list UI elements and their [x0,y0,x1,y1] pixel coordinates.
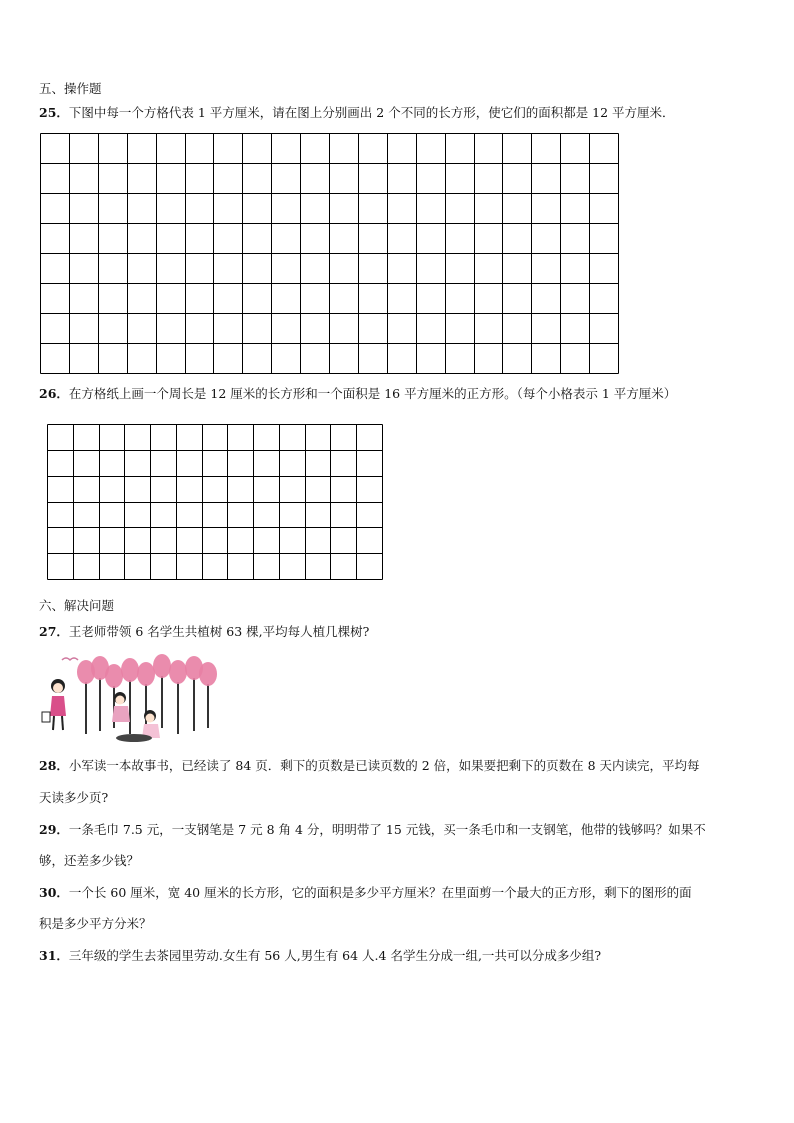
question-30-text-1: 一个长 60 厘米，宽 40 厘米的长方形，它的面积是多少平方厘米？在里面剪一个最大的正方形，剩下的图形的面 [68,885,692,900]
grid-paper-25[interactable] [40,133,619,374]
question-28-text-2: 天读多少页? [39,790,109,805]
tree-blossom [153,654,171,678]
question-27-text: 王老师带领 6 名学生共植树 63 棵,平均每人植几棵树? [68,624,370,639]
tree-planting-illustration [38,650,220,748]
question-29-number: 29． [39,822,69,837]
grid-paper-26[interactable] [47,424,383,580]
question-29-text-2: 够，还差多少钱？ [39,853,140,868]
section-heading-problems: 六、解决问题 [39,598,115,613]
tree-blossom [137,662,155,686]
question-31-text: 三年级的学生去茶园里劳动.女生有 56 人,男生有 64 人.4 名学生分成一组,一共可以分成多少组? [68,948,602,963]
tree-row [77,654,217,734]
question-30-text-2: 积是多少平方分米？ [39,916,152,931]
question-27 [39,626,369,639]
question-29-line1 [39,824,706,837]
tree-blossom [105,664,123,688]
question-29-text-1: 一条毛巾 7.5 元，一支钢笔是 7 元 8 角 4 分，明明带了 15 元钱，买一条毛巾和一支钢笔，他带的钱够吗？如果不 [68,822,706,837]
children-planting [112,692,160,742]
question-25 [39,107,675,120]
tree-blossom [121,658,139,682]
question-25-number: 25． [39,105,69,120]
question-26-number: 26． [39,386,69,401]
question-25-text: 下图中每一个方格代表 1 平方厘米，请在图上分别画出 2 个不同的长方形，使它们的面积都是 12 平方厘米． [68,105,675,120]
question-26-text: 在方格纸上画一个周长是 12 厘米的长方形和一个面积是 16 平方厘米的正方形。（每个小格表示 1 平方厘米） [68,386,677,401]
question-26 [39,388,676,401]
question-28-line1 [39,760,700,773]
question-31-number: 31． [39,948,69,963]
question-27-number: 27． [39,624,69,639]
tree-blossom [199,662,217,686]
question-28-number: 28． [39,758,69,773]
bird-icon [62,658,78,660]
girl-with-bucket [42,679,66,730]
question-30-number: 30． [39,885,69,900]
tree-blossom [169,660,187,684]
section-heading-operation: 五、操作题 [39,81,102,96]
question-31 [39,950,601,963]
question-28-text-1: 小军读一本故事书，已经读了 84 页．剩下的页数是已读页数的 2 倍，如果要把剩下的页数在 8 天内读完，平均每 [68,758,700,773]
question-30-line1 [39,887,692,900]
